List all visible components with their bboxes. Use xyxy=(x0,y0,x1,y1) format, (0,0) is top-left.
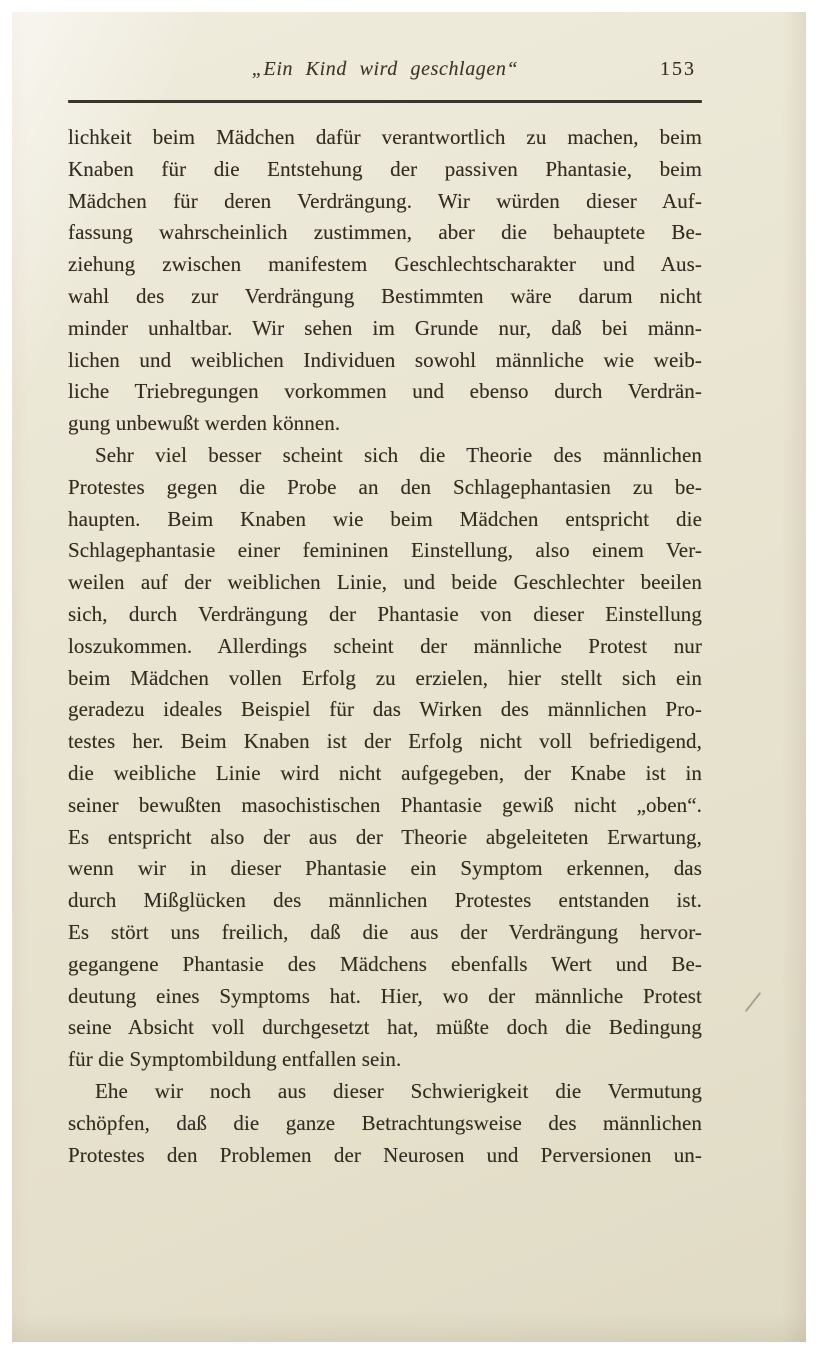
text-line: testes her. Beim Knaben ist der Erfolg nicht voll befriedigend, xyxy=(68,729,702,754)
text-line: fassung wahrscheinlich zustimmen, aber die behauptete Be- xyxy=(68,220,702,245)
text-line: deutung eines Symptoms hat. Hier, wo der männliche Protest xyxy=(68,983,702,1008)
text-line: Mädchen für deren Verdrängung. Wir würden dieser Auf- xyxy=(68,188,702,213)
text-line: Knaben für die Entstehung der passiven Phantasie, beim xyxy=(68,156,702,181)
running-title: „Ein Kind wird geschlagen“ xyxy=(251,58,519,80)
text-line: loszukommen. Allerdings scheint der männliche Protest nur xyxy=(68,633,702,658)
text-line: seiner bewußten masochistischen Phantasie gewiß nicht „oben“. xyxy=(68,792,702,817)
text-line: Protestes den Problemen der Neurosen und Perversionen un- xyxy=(68,1142,702,1167)
text-line: Es stört uns freilich, daß die aus der Verdrängung hervor- xyxy=(68,919,702,944)
body-text-block xyxy=(68,122,702,1171)
text-line: durch Mißglücken des männlichen Protestes entstanden ist. xyxy=(68,888,702,913)
page-number-value: 153 xyxy=(660,58,696,80)
text-line: schöpfen, daß die ganze Betrachtungsweise des männlichen xyxy=(68,1110,702,1135)
text-line-paragraph-start: Sehr viel besser scheint sich die Theorie des männlichen xyxy=(95,442,702,467)
text-line-paragraph-end: für die Symptombildung entfallen sein. xyxy=(68,1047,402,1072)
text-line: minder unhaltbar. Wir sehen im Grunde nur, daß bei männ- xyxy=(68,315,702,340)
text-line: Protestes gegen die Probe an den Schlagephantasien zu be- xyxy=(68,474,702,499)
scan-artifact-mark xyxy=(745,992,761,1012)
text-line: seine Absicht voll durchgesetzt hat, müßte doch die Bedingung xyxy=(68,1015,702,1040)
text-line: lichkeit beim Mädchen dafür verantwortlich zu machen, beim xyxy=(68,125,702,149)
text-line-paragraph-end: gung unbewußt werden können. xyxy=(68,411,341,436)
text-line: sich, durch Verdrängung der Phantasie von dieser Einstellung xyxy=(68,601,702,626)
text-line: lichen und weiblichen Individuen sowohl männliche wie weib- xyxy=(68,347,702,372)
text-line: die weibliche Linie wird nicht aufgegeben, der Knabe ist in xyxy=(68,760,702,785)
page-number xyxy=(68,56,702,82)
text-line-paragraph-start: Ehe wir noch aus dieser Schwierigkeit die Vermutung xyxy=(95,1078,702,1103)
text-line: haupten. Beim Knaben wie beim Mädchen entspricht die xyxy=(68,506,702,531)
text-line: weilen auf der weiblichen Linie, und beide Geschlechter beeilen xyxy=(68,570,702,595)
head-rule-divider xyxy=(68,100,702,103)
text-line: beim Mädchen vollen Erfolg zu erzielen, hier stellt sich ein xyxy=(68,665,702,690)
book-page xyxy=(12,12,806,1342)
text-line: geradezu ideales Beispiel für das Wirken des männlichen Pro- xyxy=(68,697,702,722)
text-line: wahl des zur Verdrängung Bestimmten wäre darum nicht xyxy=(68,283,702,308)
text-line: ziehung zwischen manifestem Geschlechtscharakter und Aus- xyxy=(68,252,702,277)
text-line: liche Triebregungen vorkommen und ebenso durch Verdrän- xyxy=(68,379,702,404)
text-line: Schlagephantasie einer femininen Einstellung, also einem Ver- xyxy=(68,538,702,563)
text-line: gegangene Phantasie des Mädchens ebenfalls Wert und Be- xyxy=(68,951,702,976)
text-line: Es entspricht also der aus der Theorie abgeleiteten Erwartung, xyxy=(68,824,702,849)
text-line: wenn wir in dieser Phantasie ein Symptom erkennen, das xyxy=(68,856,702,881)
